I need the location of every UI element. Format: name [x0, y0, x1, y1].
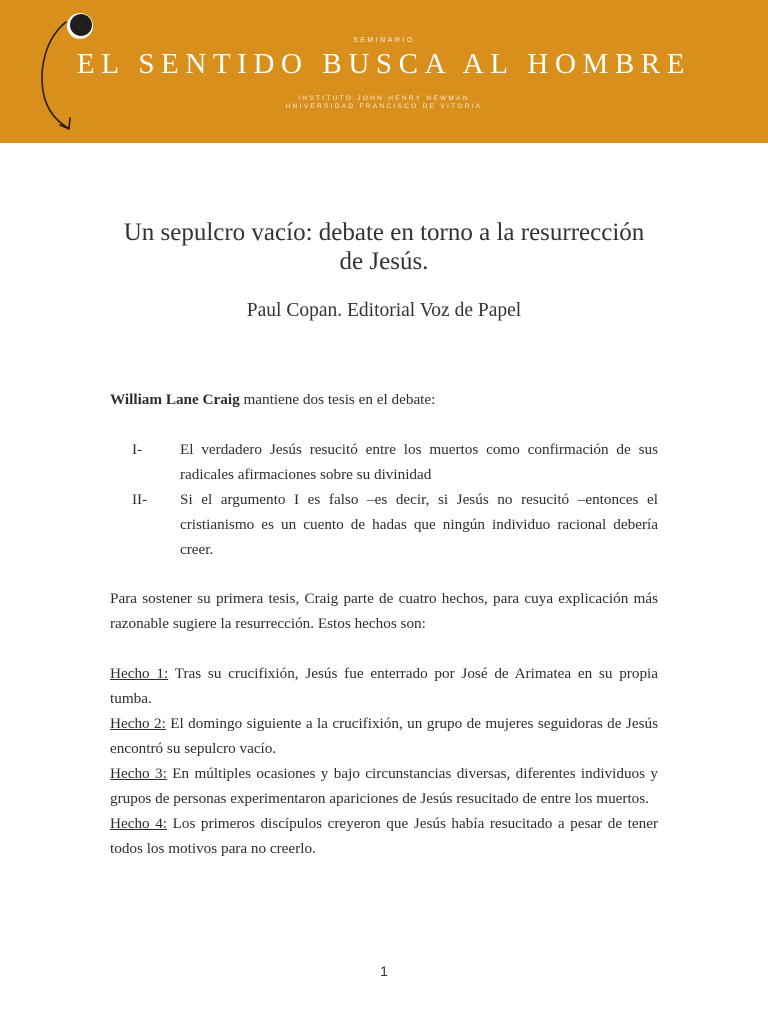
- thesis-item: [110, 437, 658, 487]
- intro-sentence: [110, 387, 658, 412]
- fact-item: [110, 811, 658, 861]
- header-title: EL SENTIDO BUSCA AL HOMBRE: [76, 48, 692, 80]
- thesis-text: Si el argumento I es falso –es decir, si Jesús no resucitó –entonces el cristianismo es un cuento de hadas que ningún individuo racional debería creer.: [180, 491, 658, 558]
- fact-text: Tras su crucifixión, Jesús fue enterrado por José de Arimatea en su propia tumba.: [110, 665, 658, 707]
- thesis-number: II-: [132, 491, 148, 508]
- fact-text: El domingo siguiente a la crucifixión, un grupo de mujeres seguidoras de Jesús encontró su sepulcro vacío.: [110, 715, 658, 757]
- thesis-text: El verdadero Jesús resucitó entre los muertos como confirmación de sus radicales afirmaciones sobre su divinidad: [180, 441, 658, 483]
- header-banner: [0, 0, 768, 143]
- fact-label: Hecho 3:: [110, 765, 167, 782]
- document-title: Un sepulcro vacío: debate en torno a la resurrección de Jesús.: [123, 219, 645, 275]
- fact-text: Los primeros discípulos creyeron que Jesús había resucitado a pesar de tener todos los motivos para no creerlo.: [110, 815, 659, 857]
- fact-text: En múltiples ocasiones y bajo circunstancias diversas, diferentes individuos y grupos de personas experimentaron apariciones de Jesús resucitado de entre los muertos.: [110, 765, 659, 807]
- intro-author-name: William Lane Craig: [110, 391, 240, 408]
- body-paragraph: Para sostener su primera tesis, Craig parte de cuatro hechos, para cuya explicación más razonable sugiere la resurrección. Estos hechos son:: [110, 590, 658, 632]
- fact-item: [110, 711, 658, 761]
- header-subtitle-university: UNIVERSIDAD FRANCISCO DE VITORIA: [285, 103, 483, 110]
- thesis-number: I-: [132, 441, 143, 458]
- fact-item: [110, 661, 658, 711]
- thesis-item: [110, 487, 658, 562]
- page-number: 1: [380, 963, 388, 979]
- intro-text: mantiene dos tesis en el debate:: [239, 391, 436, 408]
- fact-item: [110, 761, 658, 811]
- header-subtitle-institute: INSTITUTO JOHN HENRY NEWMAN: [298, 95, 470, 102]
- fact-label: Hecho 2:: [110, 715, 166, 732]
- header-kicker: SEMINARIO: [353, 37, 415, 44]
- fact-label: Hecho 4:: [110, 815, 168, 832]
- document-author-line: Paul Copan. Editorial Voz de Papel: [246, 300, 522, 321]
- theses-list: [110, 437, 658, 562]
- facts-list: [110, 661, 658, 861]
- fact-label: Hecho 1:: [110, 665, 169, 682]
